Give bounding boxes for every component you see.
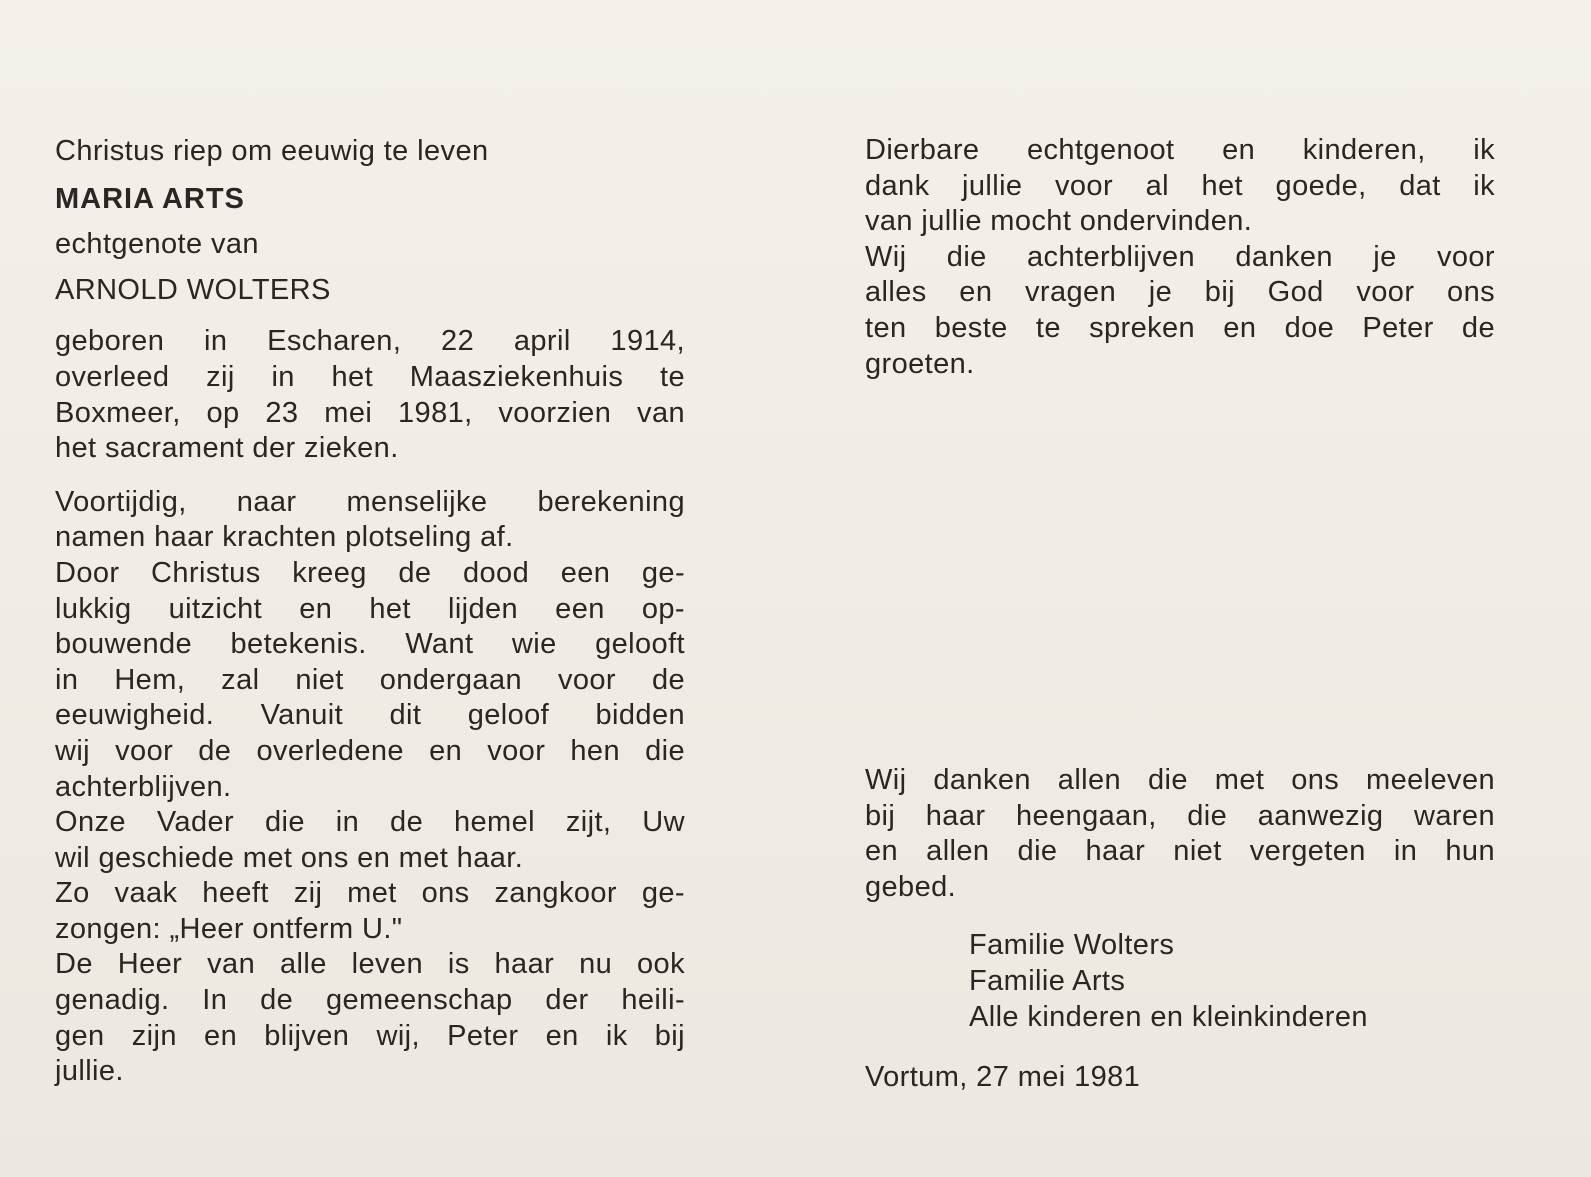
right-column [865,133,1495,382]
spouse-label: echtgenote van [55,228,259,261]
text-line: genadig. In de gemeenschap der heili- [55,984,685,1017]
text-line: eeuwigheid. Vanuit dit geloof bidden [55,699,685,732]
text-line: Onze Vader die in de hemel zijt, Uw [55,806,685,839]
text-line: Dierbare echtgenoot en kinderen, ik [865,134,1495,166]
text-line: achterblijven. [55,770,232,803]
text-line: alles en vragen je bij God voor ons [865,276,1495,309]
text-line: en allen die haar niet vergeten in hun [865,835,1495,868]
signature-line: Alle kinderen en kleinkinderen [969,1000,1368,1033]
thanks-paragraph [865,763,1495,905]
text-line: gebed. [865,870,957,903]
text-line: Wij die achterblijven danken je voor [865,240,1495,273]
signature-line: Familie Arts [969,964,1126,997]
text-line: Wij danken allen die met ons meeleven [865,764,1495,796]
text-line: dank jullie voor al het goede, dat ik [865,169,1495,202]
text-line: De Heer van alle leven is haar nu ook [55,948,685,981]
birth-death-paragraph [55,324,685,466]
text-line: Door Christus kreeg de dood een ge- [55,556,685,589]
text-line: jullie. [55,1055,124,1088]
text-line: ten beste te spreken en doe Peter de [865,311,1495,344]
text-line: van jullie mocht ondervinden. [865,205,1253,238]
text-line: Voortijdig, naar menselijke berekening [55,485,685,518]
text-line: geboren in Escharen, 22 april 1914, [55,325,685,358]
place-date: Vortum, 27 mei 1981 [865,1061,1141,1094]
spouse-name: ARNOLD WOLTERS [55,273,331,306]
text-line: groeten. [865,347,975,380]
signature-line: Familie Wolters [969,929,1175,962]
text-line: wij voor de overledene en voor hen die [55,734,685,767]
reflection-paragraph [55,485,685,1090]
text-line: overleed zij in het Maasziekenhuis te [55,360,685,393]
text-line: bij haar heengaan, die aanwezig waren [865,799,1495,832]
text-line: het sacrament der zieken. [55,432,399,465]
text-line: bouwende betekenis. Want wie gelooft [55,628,685,661]
text-line: wil geschiede met ons en met haar. [55,841,524,874]
left-column [55,134,685,1090]
family-signatures [969,928,1495,1035]
text-line: in Hem, zal niet ondergaan voor de [55,663,685,696]
deceased-name: MARIA ARTS [55,182,245,215]
text-line: namen haar krachten plotseling af. [55,521,514,554]
intro-line: Christus riep om eeuwig te leven [55,135,489,167]
farewell-paragraph [865,133,1495,382]
text-line: zongen: „Heer ontferm U." [55,912,403,945]
text-line: gen zijn en blijven wij, Peter en ik bij [55,1019,685,1052]
text-line: lukkig uitzicht en het lijden een op- [55,592,685,625]
thanks-block [865,763,1495,1096]
text-line: Zo vaak heeft zij met ons zangkoor ge- [55,877,685,910]
text-line: Boxmeer, op 23 mei 1981, voorzien van [55,396,685,429]
